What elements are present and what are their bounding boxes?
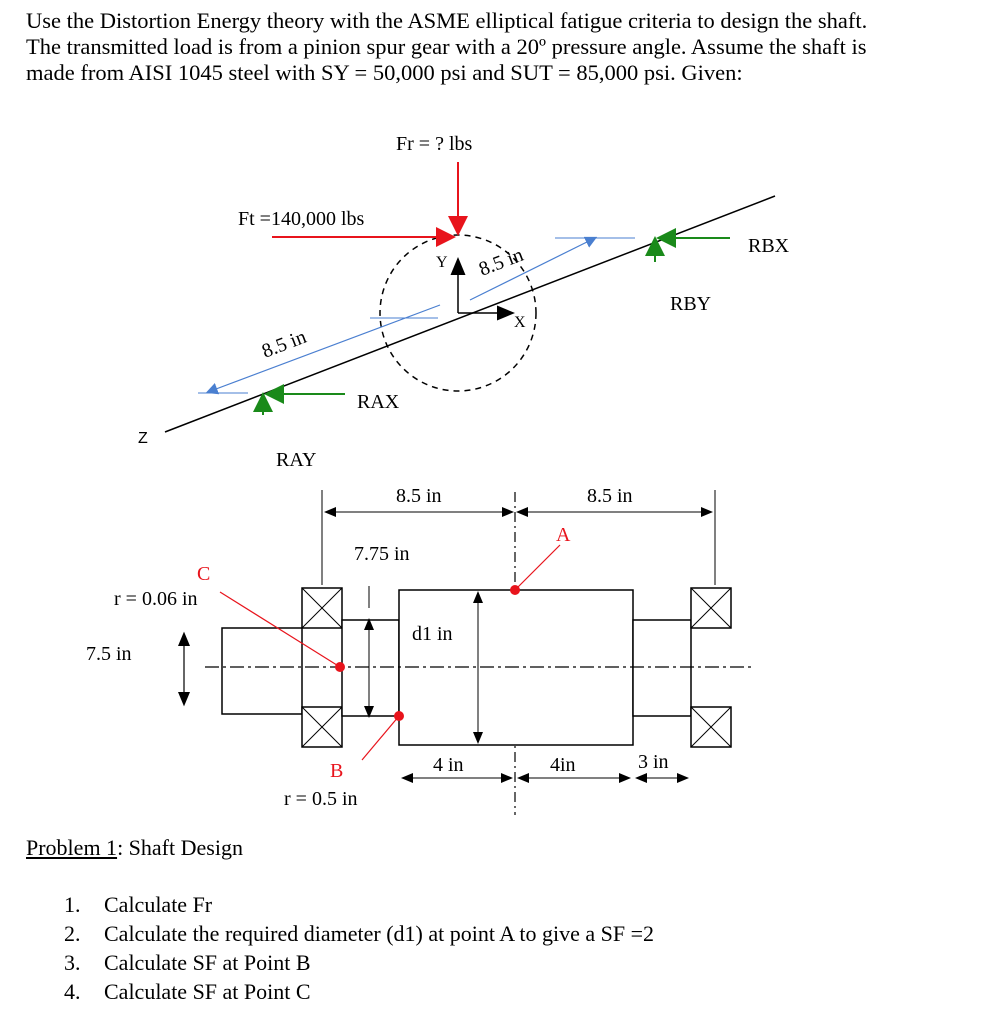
problem-heading-rest: : Shaft Design — [117, 835, 243, 860]
dim-775-label: 7.75 in — [354, 543, 410, 565]
point-b-label: B — [330, 760, 344, 782]
dim-75-label: 7.5 in — [86, 643, 132, 665]
rby-label: RBY — [670, 293, 712, 315]
shaft-bearing-seat-b — [633, 620, 691, 716]
rax-label: RAX — [357, 391, 400, 413]
point-a-leader — [515, 545, 560, 590]
radial-force-label: Fr = ? lbs — [396, 133, 473, 155]
task-number: 2. — [64, 921, 81, 946]
task-list — [64, 890, 654, 1006]
point-b-marker — [394, 711, 404, 721]
problem-heading — [26, 835, 243, 861]
task-item — [64, 919, 654, 948]
dim-left-label: 8.5 in — [258, 325, 310, 363]
dim-3-label: 3 in — [638, 751, 669, 773]
statement-line-2: The transmitted load is from a pinion spur gear with a 20º pressure angle. Assume the shaft is — [26, 34, 867, 59]
problem-heading-underlined: Problem 1 — [26, 835, 118, 860]
d1-label: d1 in — [412, 623, 453, 645]
dim-4-label: 4 in — [433, 754, 464, 776]
shaft-bearing-seat-a — [342, 620, 399, 716]
rbx-label: RBX — [748, 235, 790, 257]
ray-label: RAY — [276, 449, 317, 471]
tangential-force-label: Ft =140,000 lbs — [238, 208, 365, 230]
point-c-marker — [335, 662, 345, 672]
dim-right-label: 8.5 in — [475, 243, 527, 281]
x-axis-label: X — [514, 314, 526, 331]
task-item — [64, 948, 654, 977]
point-c-radius: r = 0.06 in — [114, 588, 198, 610]
task-number: 3. — [64, 950, 81, 975]
task-text: Calculate Fr — [104, 892, 213, 917]
dim-4b-label: 4in — [550, 754, 576, 776]
z-axis-label: Z — [138, 430, 148, 447]
task-item — [64, 977, 654, 1006]
y-axis-label: Y — [436, 254, 448, 271]
shaft-left-end — [222, 628, 302, 714]
task-number: 4. — [64, 979, 81, 1004]
dim-top-right-label: 8.5 in — [587, 485, 633, 507]
task-text: Calculate SF at Point B — [104, 950, 311, 975]
point-b-leader — [362, 716, 399, 760]
point-c-label: C — [197, 563, 211, 585]
dim-top-left-label: 8.5 in — [396, 485, 442, 507]
point-a-marker — [510, 585, 520, 595]
point-b-radius: r = 0.5 in — [284, 788, 358, 810]
task-text: Calculate the required diameter (d1) at point A to give a SF =2 — [104, 921, 655, 946]
statement-line-1: Use the Distortion Energy theory with the ASME elliptical fatigue criteria to design the shaft. — [26, 8, 868, 33]
point-a-label: A — [556, 524, 571, 546]
task-item — [64, 890, 654, 919]
task-number: 1. — [64, 892, 81, 917]
task-text: Calculate SF at Point C — [104, 979, 311, 1004]
statement-line-3: made from AISI 1045 steel with SY = 50,000 psi and SUT = 85,000 psi. Given: — [26, 60, 743, 85]
